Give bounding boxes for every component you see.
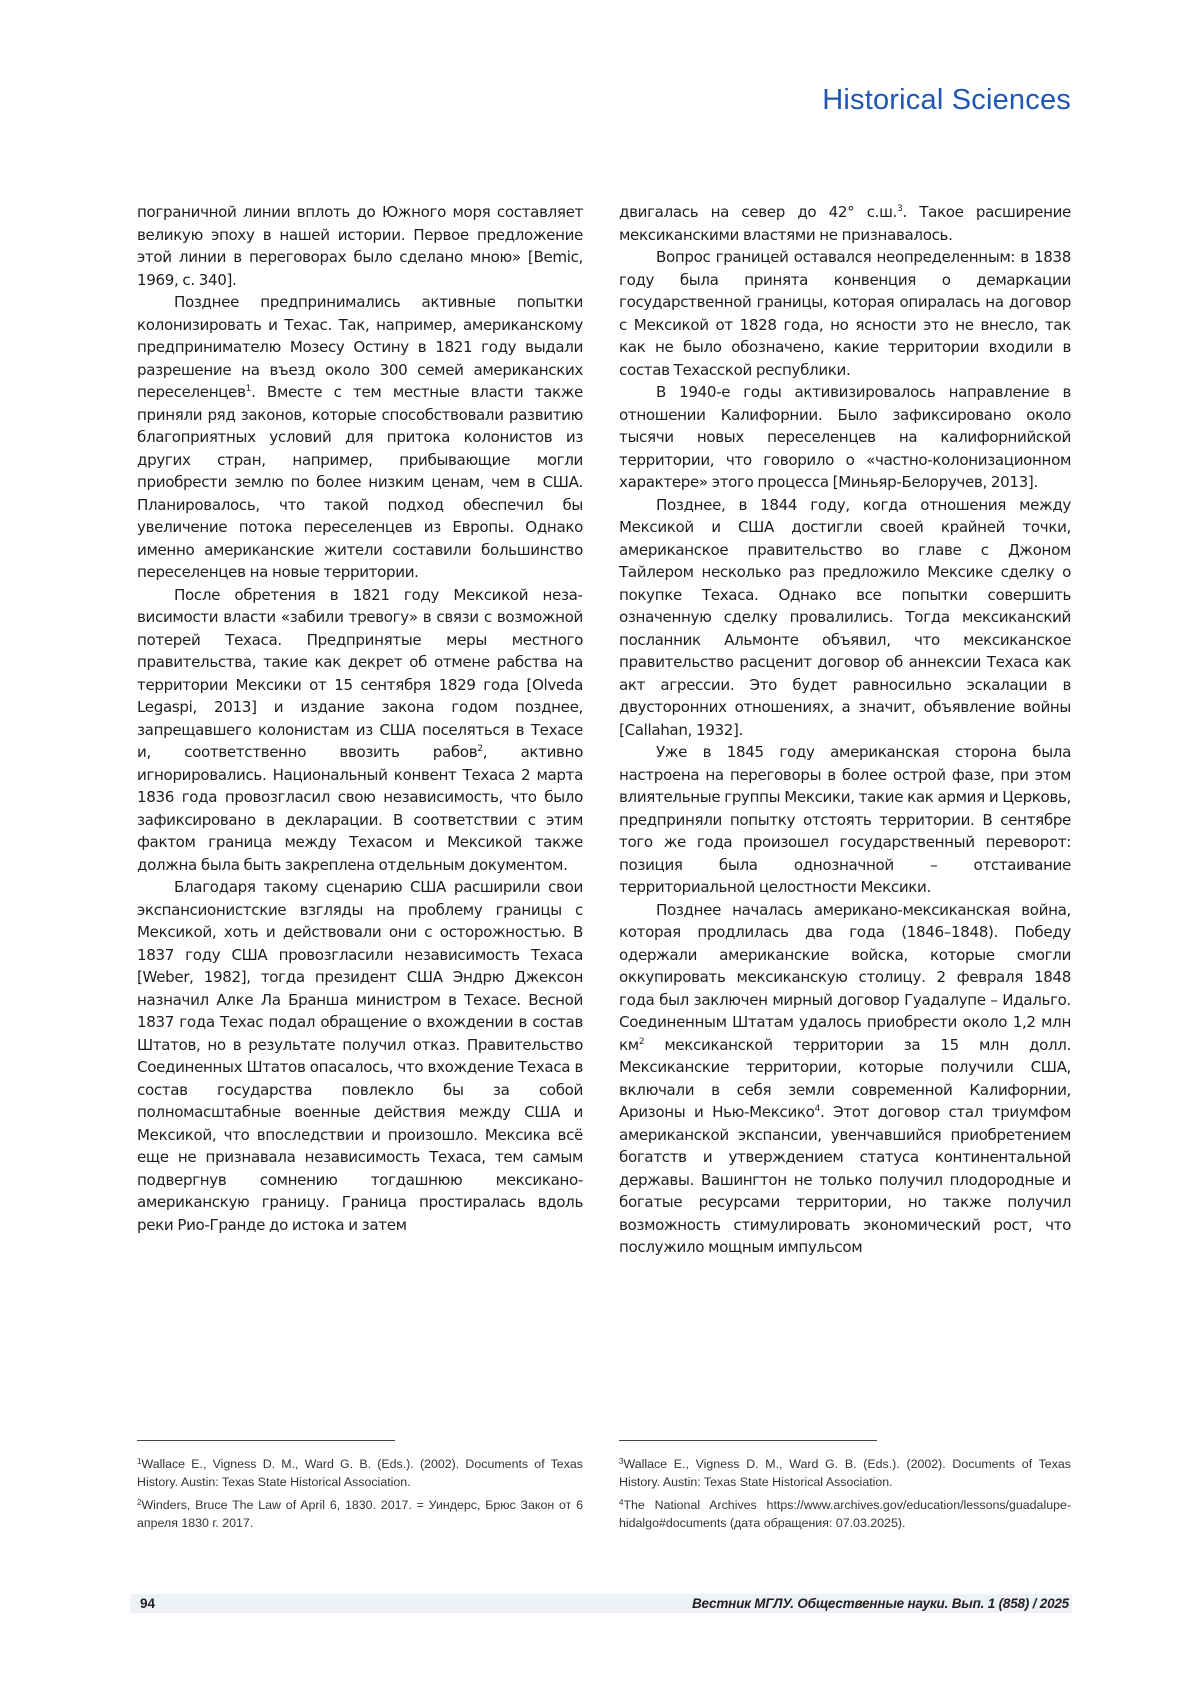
footnote-divider	[619, 1440, 877, 1441]
paragraph-text: . Вместе с тем местные власти также приняли ряд законов, которые способствовали развитию благоприятных условий для притока колонистов из других стран, например, прибывающие могли приобрести землю по более низким ценам, чем в США. Планировалось, что такой подход обеспечил бы увеличение потока переселенцев из Европы. Однако именно американские жители составили большинство переселенцев на новые территории.	[137, 383, 583, 581]
journal-info: Вестник МГЛУ. Общественные науки. Вып. 1 (858) / 2025	[691, 1596, 1069, 1611]
footnote-ref[interactable]: 1	[245, 384, 252, 394]
paragraph-text: Вопрос границей оставался неопределенным: в 1838 году была принята конвенция о демаркации государственной границы, которая опиралась на договор с Мексикой от 1828 года, но ясности это не внесло, так как не было обозначено, какие территории входили в состав Техасской республики.	[619, 248, 1071, 379]
paragraph	[619, 741, 1071, 899]
paragraph-text: В 1940-е годы активизировалось направление в отношении Калифорнии. Было зафиксировано около тысячи новых переселенцев на калифорнийской территории, что говорило о «частно-колонизационном характере» этого процесса [Миньяр-Белоручев, 2013].	[619, 383, 1071, 491]
footnote	[619, 1496, 1071, 1532]
paragraph-text: После обретения в 1821 году Мексикой независимости власти «забили тревогу» в связи с возможной потерей Техаса. Предпринятые меры местного правительства, такие как декрет об отмене рабства на территории Мексики от 15 сентября 1829 года [Olveda Legaspi, 2013] и издание закона годом позднее, запрещавшего колонистам из США поселяться в Техасе и, соответственно ввозить рабов	[137, 585, 583, 761]
footnote	[137, 1496, 583, 1532]
footnotes-right	[619, 1455, 1071, 1537]
footnote-number: 4	[619, 1498, 624, 1507]
paragraph	[137, 201, 583, 291]
page-number: 94	[140, 1596, 156, 1611]
footnote-number: 3	[619, 1457, 624, 1466]
footnote-ref[interactable]: 4	[814, 1104, 820, 1114]
footnote-text: The National Archives https://www.archives.gov/education/lessons/guadalupe-hidalgo#documents (дата обращения: 07.03.2025).	[619, 1498, 1071, 1530]
paragraph	[619, 201, 1071, 246]
paragraph	[619, 246, 1071, 381]
paragraph-text: Позднее предпринимались активные попытки колонизировать и Техас. Так, например, американскому предпринимателю Мозесу Остину в 1821 году выдали разрешение на въезд около 300 семей американских переселенцев	[137, 293, 583, 401]
footnote-ref[interactable]: 2	[477, 744, 483, 754]
footnote-number: 2	[137, 1498, 142, 1507]
footnote-divider	[137, 1440, 395, 1441]
paragraph-text: двигалась на север до 42° с.ш.	[619, 203, 898, 221]
left-column	[137, 201, 583, 1236]
paragraph	[619, 494, 1071, 742]
paragraph-text: . Этот договор стал триумфом американской экспансии, увенчавшийся приобретением богатств и утверждением статуса континентальной державы. Вашингтон не только получил плодородные и богатые ресурсами территории, но также получил возможность стимулировать экономический рост, что послужило мощным импульсом	[619, 1103, 1071, 1256]
paragraph-text: Благодаря такому сценарию США расширили свои экспансионистские взгляды на проблему границы с Мексикой, хоть и действовали они с осторожностью. В 1837 году США провозгласили независимость Техаса [Weber, 1982], тогда президент США Эндрю Джексон назначил Алке Ла Бранша министром в Техасе. Весной 1837 года Техас подал обращение о вхождении в состав Штатов, но в результате получил отказ. Правительство Соединенных Штатов опасалось, что вхождение Техаса в состав государства повлекло бы за собой полномасштабные военные действия между США и Мексикой, что впоследствии и произошло. Мексика всё еще не признавала независимость Техаса, тем самым подвергнув сомнению тогдашнюю мексикано-американскую границу. Граница простиралась вдоль реки Рио-Гранде до истока и затем	[137, 878, 583, 1234]
paragraph	[137, 291, 583, 584]
footnote-text: Winders, Bruce The Law of April 6, 1830. 2017. = Уиндерс, Брюс Закон от 6 апреля 1830 г. 2017.	[137, 1498, 583, 1530]
paragraph-text: Позднее началась американо-мексиканская война, которая продлилась два года (1846–1848). Победу одержали американские войска, которые смогли оккупировать мексиканскую столицу. 2 февраля 1848 года был заключен мирный договор Гуадалупе – Идальго. Соединенным Штатам удалось приобрести около 1,2 млн км	[619, 900, 1071, 1054]
footnote	[619, 1455, 1071, 1491]
footnotes-left	[137, 1455, 583, 1537]
footnote	[137, 1455, 583, 1491]
paragraph-text: Позднее, в 1844 году, когда отношения между Мексикой и США достигли своей крайней точки, американское правительство во главе с Джоном Тайлером несколько раз предложило Мексике сделку о покупке Техаса. Однако все попытки совершить означенную сделку провалились. Тогда мексиканский посланник Альмонте объявил, что мексиканское правительство расценит договор об аннексии Техаса как акт агрессии. Это будет равносильно эскалации в двусторонних отношениях, а значит, объявление войны [Callahan, 1932].	[619, 495, 1071, 739]
superscript-exponent: 2	[638, 1036, 645, 1047]
paragraph	[619, 899, 1071, 1259]
paragraph	[137, 584, 583, 877]
paragraph	[619, 381, 1071, 494]
paragraph-text: Уже в 1845 году американская сторона была настроена на переговоры в более острой фазе, при этом влиятельные группы Мексики, такие как армия и Церковь, предприняли попытку отстоять территории. В сентябре того же года произошел государственный переворот: позиция была однозначной – отстаивание территориальной целостности Мексики.	[619, 743, 1071, 896]
right-column	[619, 201, 1071, 1259]
paragraph-text: мексиканской территории за 15 млн долл. Мексиканские территории, которые получили США, включали в себя земли современной Калифорнии, Аризоны и Нью-Мексико	[619, 1035, 1071, 1121]
footnote-text: Wallace E., Vigness D. M., Ward G. B. (Eds.). (2002). Documents of Texas History. Austin: Texas State Historical Association.	[619, 1457, 1071, 1489]
section-heading: Historical Sciences	[822, 84, 1071, 116]
footnote-text: Wallace E., Vigness D. M., Ward G. B. (Eds.). (2002). Documents of Texas History. Austin: Texas State Historical Association.	[137, 1457, 583, 1489]
paragraph	[137, 876, 583, 1236]
paragraph-text: пограничной линии вплоть до Южного моря составляет великую эпоху в нашей истории. Первое предложение этой линии в переговорах было сделано мною» [Bemic, 1969, с. 340].	[137, 203, 583, 289]
paragraph-text: . Такое расширение мексиканскими властями не признавалось.	[619, 203, 1071, 244]
paragraph-text: , активно игнорировались. Национальный конвент Техаса 2 марта 1836 года провозгласил свою независимость, что было зафиксировано в декларации. В соответствии с этим фактом граница между Техасом и Мексикой также должна была быть закреплена отдельным документом.	[137, 743, 583, 874]
footnote-ref[interactable]: 3	[897, 204, 903, 214]
footnote-number: 1	[137, 1457, 142, 1466]
